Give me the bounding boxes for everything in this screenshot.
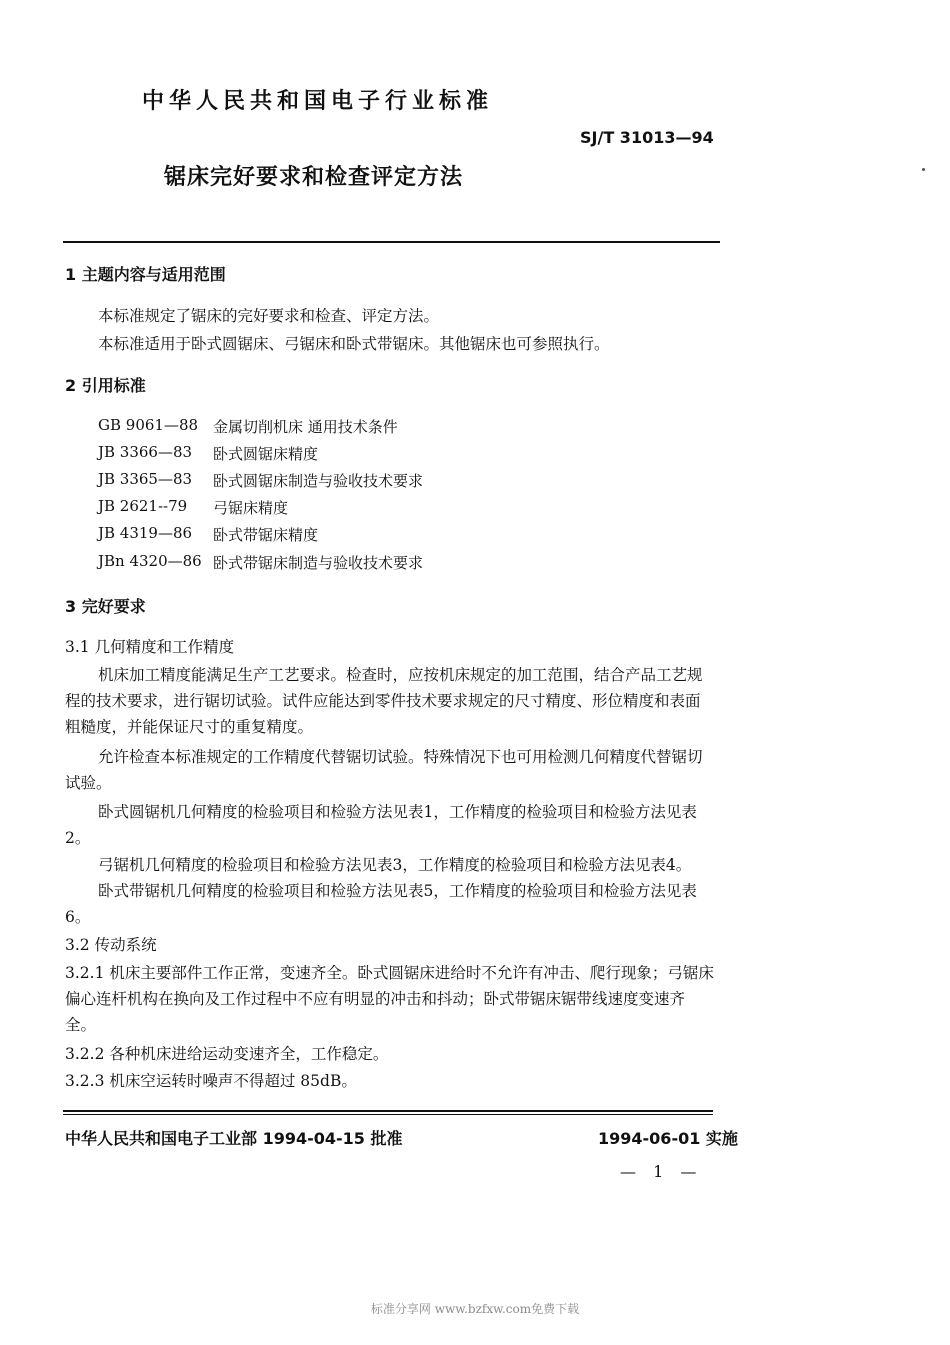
title-divider <box>63 241 720 243</box>
section-2-heading: 2 引用标准 <box>65 376 146 395</box>
reference-code: JB 2621--79 <box>98 497 188 515</box>
section-3-1-heading: 3.1 几何精度和工作精度 <box>65 638 235 656</box>
implementation-date: 1994-06-01 实施 <box>598 1129 738 1148</box>
reference-title: 弓锯床精度 <box>213 499 289 517</box>
reference-title: 卧式圆锯床精度 <box>213 445 319 463</box>
document-title: 锯床完好要求和检查评定方法 <box>164 165 464 190</box>
section-3-1-paragraph-1: 机床加工精度能满足生产工艺要求。检查时，应按机床规定的加工范围，结合产品工艺规程的技术要求，进行锯切试验。试件应能达到零件技术要求规定的尺寸精度、形位精度和表面粗糙度，并能保证尺寸的重复精度。 <box>65 666 703 736</box>
watermark-text: 标准分享网 www.bzfxw.com免费下载 <box>370 1302 580 1316</box>
section-3-1-paragraph-4: 弓锯机几何精度的检验项目和检验方法见表3，工作精度的检验项目和检验方法见表4。 <box>98 856 692 874</box>
page-number: — 1 — <box>620 1162 703 1181</box>
approval-statement: 中华人民共和国电子工业部 1994-04-15 批准 <box>65 1129 403 1148</box>
section-3-2-2-paragraph: 3.2.2 各种机床进给运动变速齐全，工作稳定。 <box>65 1045 389 1063</box>
section-3-2-3-paragraph: 3.2.3 机床空运转时噪声不得超过 85dB。 <box>65 1072 357 1090</box>
reference-title: 卧式带锯床精度 <box>213 526 319 544</box>
section-1-paragraph-2: 本标准适用于卧式圆锯床、弓锯床和卧式带锯床。其他锯床也可参照执行。 <box>98 335 610 353</box>
reference-code: JBn 4320—86 <box>98 552 202 570</box>
section-3-2-1-paragraph: 3.2.1 机床主要部件工作正常，变速齐全。卧式圆锯床进给时不允许有冲击、爬行现象；弓锯床偏心连杆机构在换向及工作过程中不应有明显的冲击和抖动；卧式带锯床锯带线速度变速齐全。 <box>65 964 714 1034</box>
reference-title: 卧式带锯床制造与验收技术要求 <box>213 554 424 572</box>
reference-code: GB 9061—88 <box>98 416 199 434</box>
reference-code: JB 3366—83 <box>98 443 193 461</box>
section-3-2-heading: 3.2 传动系统 <box>65 936 157 954</box>
section-3-1-paragraph-2: 允许检查本标准规定的工作精度代替锯切试验。特殊情况下也可用检测几何精度代替锯切试验。 <box>65 748 703 792</box>
section-3-1-paragraph-5: 卧式带锯机几何精度的检验项目和检验方法见表5，工作精度的检验项目和检验方法见表6。 <box>65 882 697 926</box>
reference-code: JB 4319—86 <box>98 524 193 542</box>
section-1-heading: 1 主题内容与适用范围 <box>65 265 226 284</box>
footer-divider <box>63 1110 713 1112</box>
section-3-1-paragraph-3: 卧式圆锯机几何精度的检验项目和检验方法见表1，工作精度的检验项目和检验方法见表2。 <box>65 803 697 847</box>
standard-code: SJ/T 31013—94 <box>580 128 714 147</box>
section-3-heading: 3 完好要求 <box>65 597 146 616</box>
reference-title: 金属切削机床 通用技术条件 <box>213 418 398 436</box>
reference-code: JB 3365—83 <box>98 470 193 488</box>
footer-divider-thin <box>63 1114 713 1115</box>
reference-title: 卧式圆锯床制造与验收技术要求 <box>213 472 424 490</box>
section-1-paragraph-1: 本标准规定了锯床的完好要求和检查、评定方法。 <box>98 307 440 325</box>
document-standard-header: 中华人民共和国电子行业标准 <box>142 89 494 114</box>
margin-mark <box>922 168 925 171</box>
